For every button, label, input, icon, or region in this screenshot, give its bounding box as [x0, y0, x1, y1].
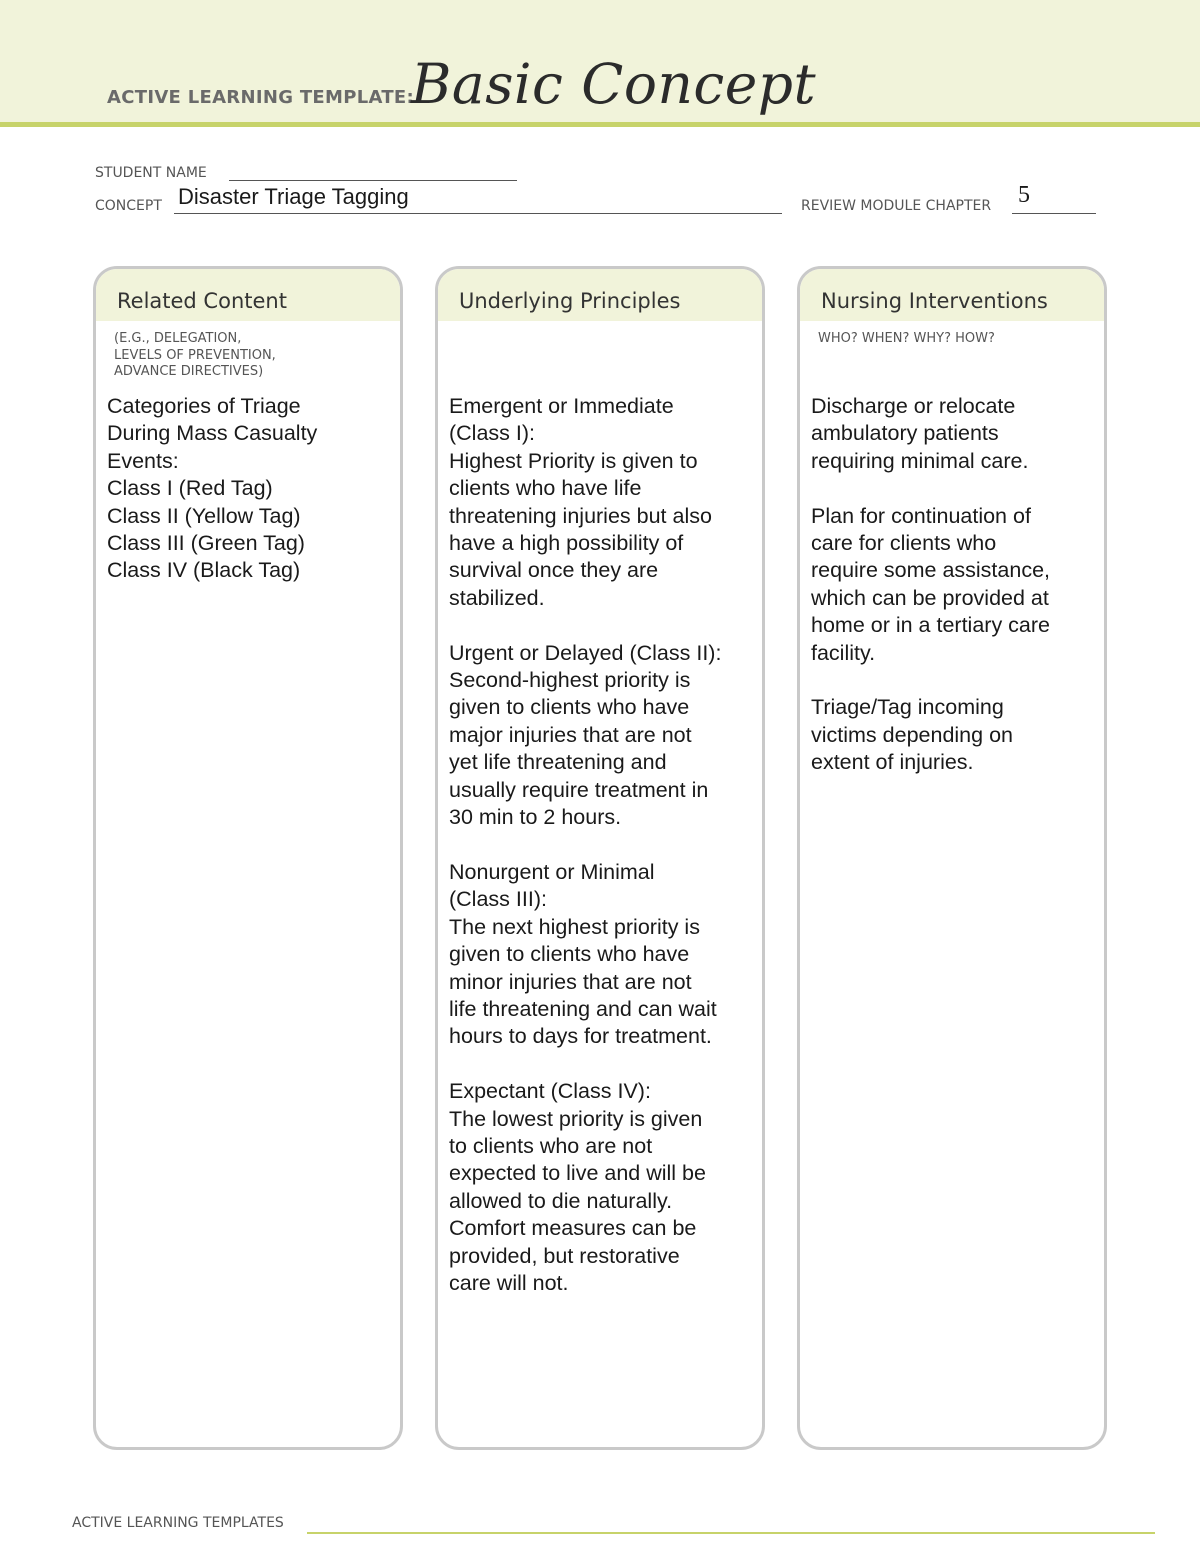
- student-name-label: STUDENT NAME: [95, 165, 207, 181]
- panel-title: Nursing Interventions: [821, 289, 1048, 313]
- related-content-panel: [93, 266, 403, 1450]
- chapter-field[interactable]: 5: [1018, 182, 1030, 208]
- header-rule: [0, 122, 1200, 127]
- panel-hint: WHO? WHEN? WHY? HOW?: [818, 331, 995, 346]
- panel-content[interactable]: Discharge or relocate ambulatory patients requiring minimal care. Plan for continuation of care for clients who require some assistance, which can be provided at home or in a tertiary care facility. Triage/Tag incoming victims depending on extent of injuries.: [811, 394, 1050, 775]
- concept-line: [174, 213, 782, 214]
- underlying-principles-panel: [435, 266, 765, 1450]
- concept-field[interactable]: Disaster Triage Tagging: [178, 184, 409, 209]
- page-title: Basic Concept: [411, 52, 817, 116]
- chapter-line: [1012, 213, 1096, 214]
- panel-title: Related Content: [117, 289, 287, 313]
- concept-label: CONCEPT: [95, 198, 162, 214]
- panel-hint: (E.G., DELEGATION, LEVELS OF PREVENTION, ADVANCE DIRECTIVES): [114, 331, 276, 379]
- student-name-line: [229, 180, 517, 181]
- nursing-interventions-panel: [797, 266, 1107, 1450]
- chapter-label: REVIEW MODULE CHAPTER: [801, 198, 992, 214]
- footer-rule: [307, 1532, 1155, 1534]
- template-label: ACTIVE LEARNING TEMPLATE:: [107, 87, 414, 108]
- panel-content[interactable]: Emergent or Immediate (Class I): Highest Priority is given to clients who have life threatening injuries but also have a high possibility of survival once they are stabilized. Urgent or Delayed (Class II): Second-highest priority is given to clients who have major injuries that are not yet life threatening and usually require treatment in 30 min to 2 hours. Nonurgent or Minimal (Class III): The next highest priority is given to clients who have minor injuries that are not life threatening and can wait hours to days for treatment. Expectant (Class IV): The lowest priority is given to clients who are not expected to live and will be allowed to die naturally. Comfort measures can be provided, but restorative care will not.: [449, 394, 722, 1295]
- panel-title: Underlying Principles: [459, 289, 681, 313]
- panel-content[interactable]: Categories of Triage During Mass Casualty Events: Class I (Red Tag) Class II (Yellow Tag) Class III (Green Tag) Class IV (Black Tag): [107, 394, 318, 583]
- footer-label: ACTIVE LEARNING TEMPLATES: [72, 1515, 284, 1531]
